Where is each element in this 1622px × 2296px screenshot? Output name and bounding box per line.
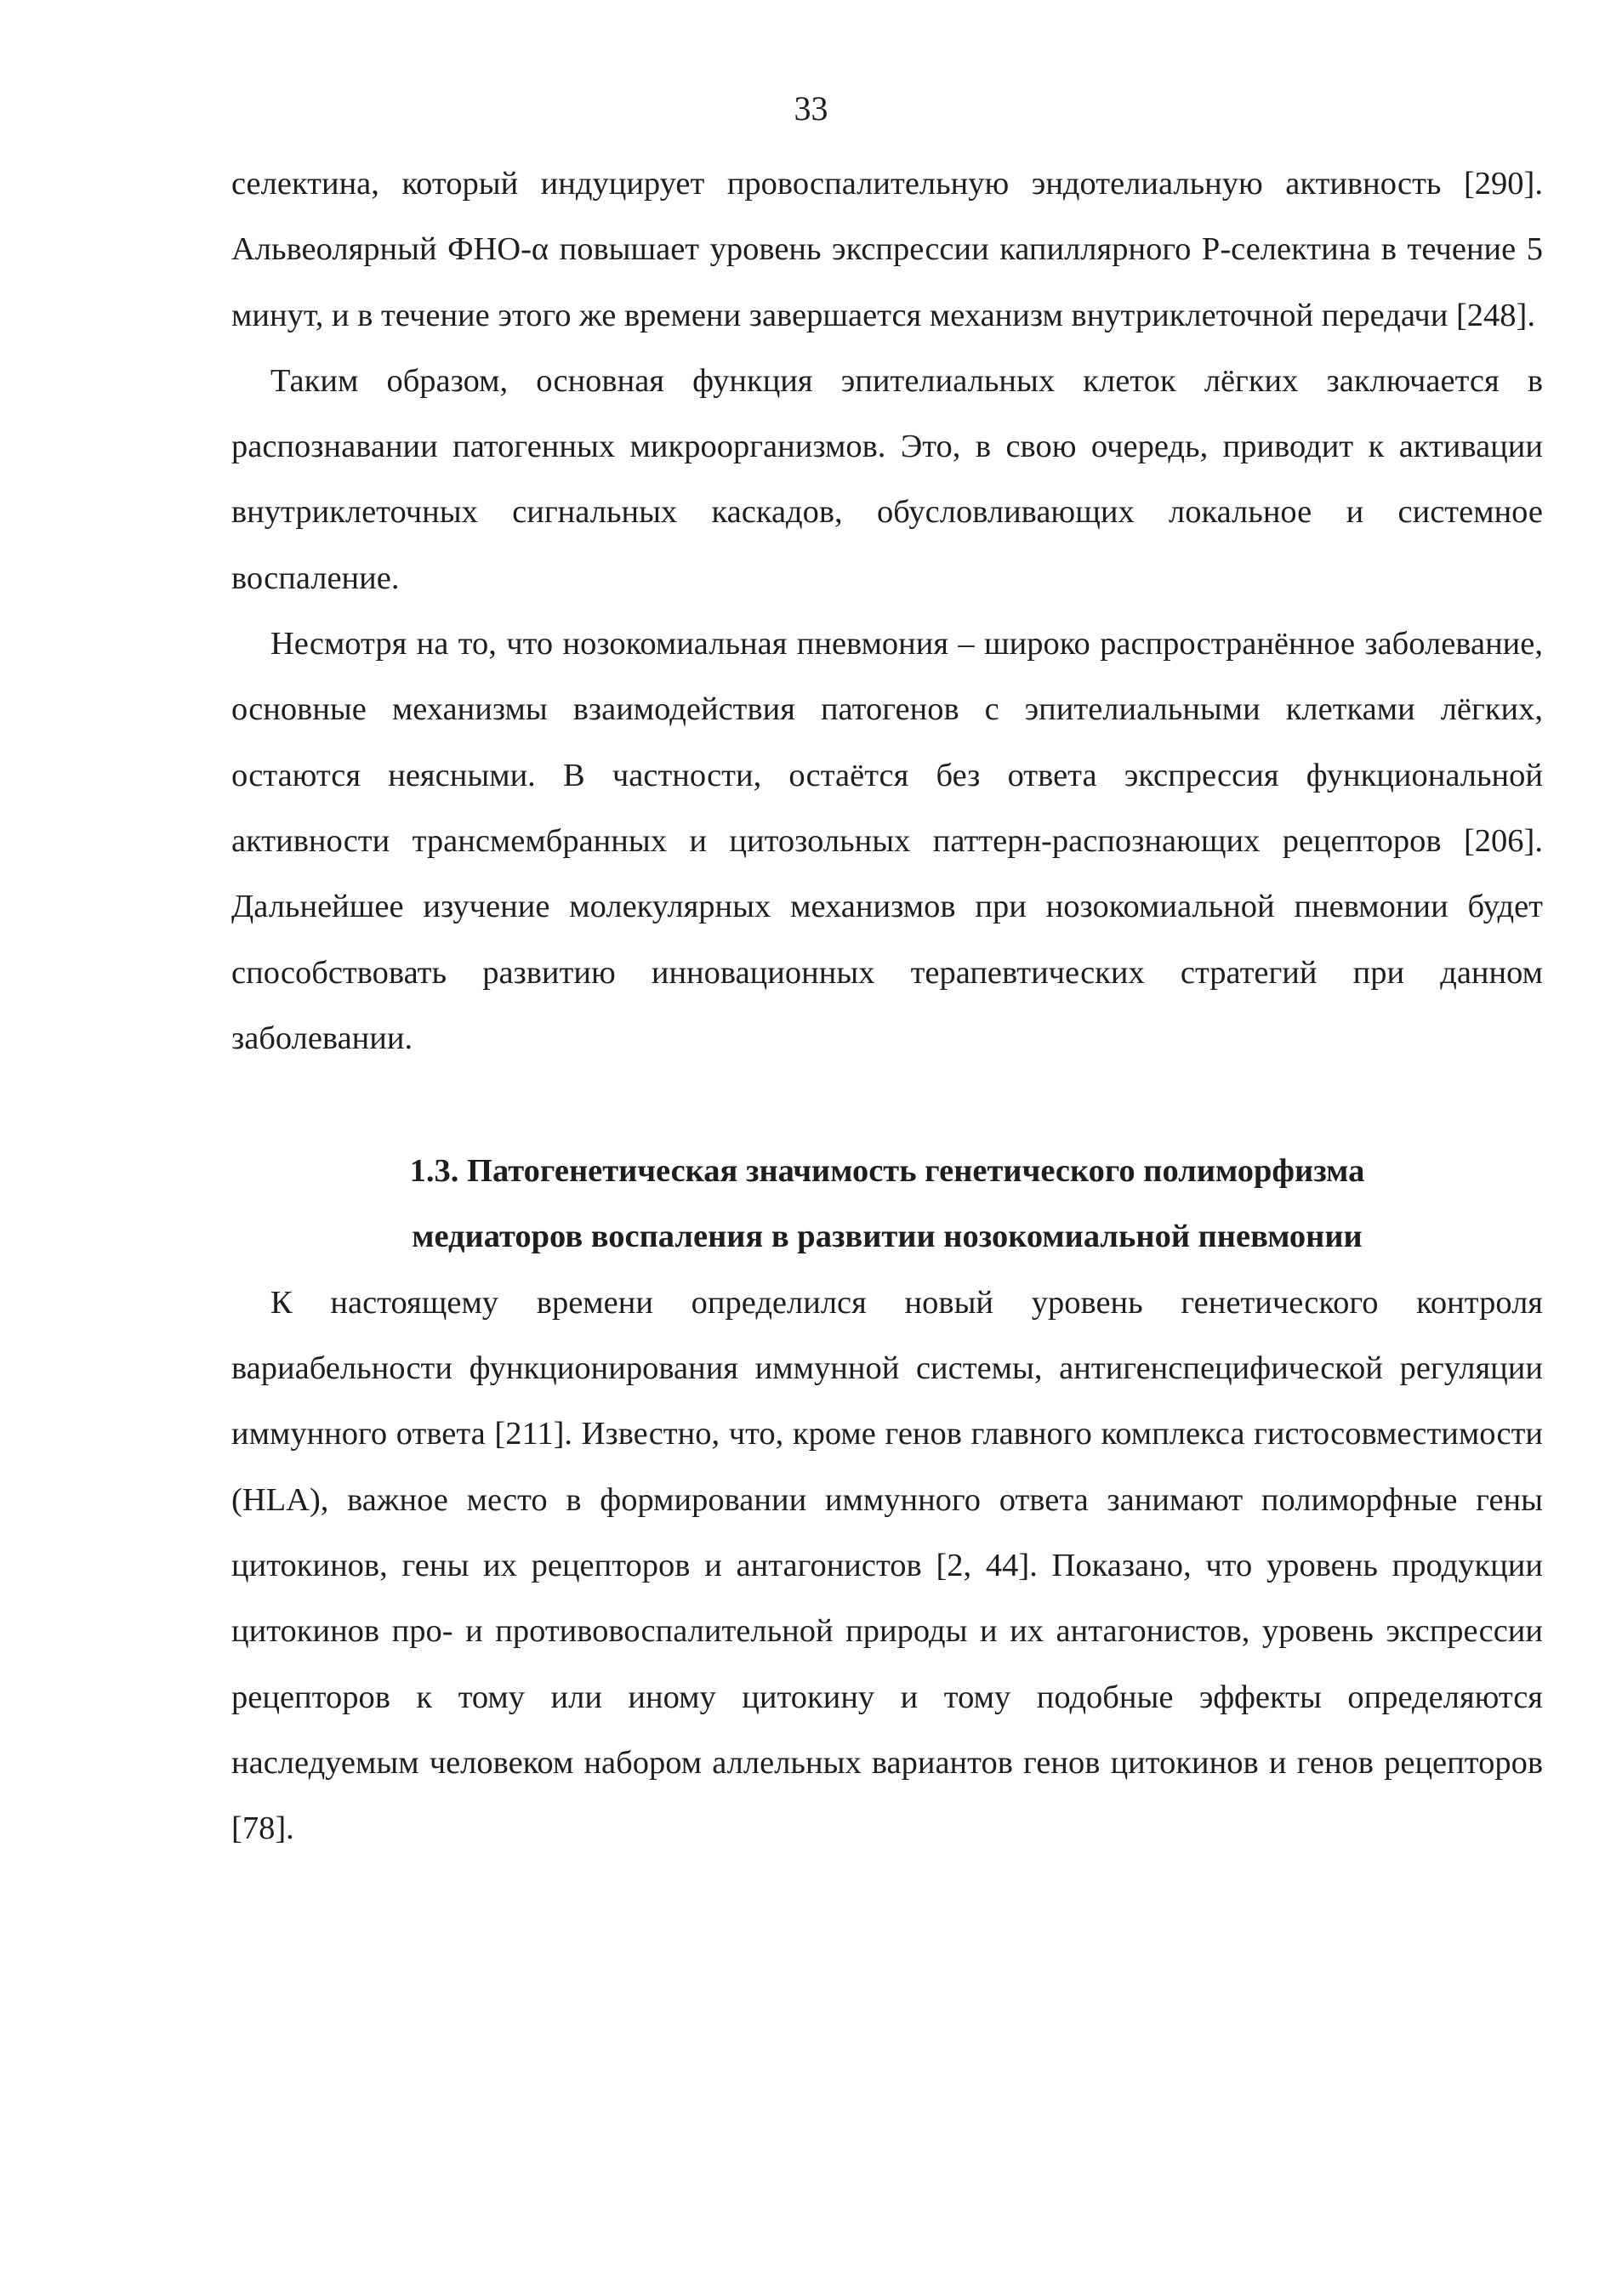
page-number: 33 xyxy=(794,89,828,128)
section-spacer xyxy=(231,1071,1543,1139)
paragraph-continuation: селектина, который индуцирует провоспалительную эндотелиальную активность [290]. Альвеолярный ФНО-α повышает уровень экспрессии капиллярного Р-селектина в течение 5 минут, и в течение этого же времени завершается механизм внутриклеточной передачи [248]. xyxy=(231,166,1543,333)
document-body xyxy=(231,151,1543,1861)
section-heading xyxy=(231,1139,1543,1270)
paragraph-epithelial-function: Таким образом, основная функция эпителиальных клеток лёгких заключается в распознавании патогенных микроорганизмов. Это, в свою очередь, приводит к активации внутриклеточных сигнальных каскадов, обусловливающих локальное и системное воспаление. xyxy=(231,362,1543,596)
paragraph-nosocomial-pneumonia: Несмотря на то, что нозокомиальная пневмония – широко распространённое заболевание, основные механизмы взаимодействия патогенов с эпителиальными клетками лёгких, остаются неясными. В частности, остаётся без ответа экспрессия функциональной активности трансмембранных и цитозольных паттерн-распознающих рецепторов [206]. Дальнейшее изучение молекулярных механизмов при нозокомиальной пневмонии будет способствовать развитию инновационных терапевтических стратегий при данном заболевании. xyxy=(231,626,1543,1056)
section-heading-line-2: медиаторов воспаления в развитии нозокомиальной пневмонии xyxy=(412,1219,1363,1255)
paragraph-genetic-control: К настоящему времени определился новый уровень генетического контроля вариабельности функционирования иммунной системы, антигенспецифической регуляции иммунного ответа [211]. Известно, что, кроме генов главного комплекса гистосовместимости (HLA), важное место в формировании иммунного ответа занимают полиморфные гены цитокинов, гены их рецепторов и антагонистов [2, 44]. Показано, что уровень продукции цитокинов про- и противовоспалительной природы и их антагонистов, уровень экспрессии рецепторов к тому или иному цитокину и тому подобные эффекты определяются наследуемым человеком набором аллельных вариантов генов цитокинов и генов рецепторов [78]. xyxy=(231,1284,1543,1847)
section-heading-line-1: 1.3. Патогенетическая значимость генетического полиморфизма xyxy=(409,1153,1365,1190)
